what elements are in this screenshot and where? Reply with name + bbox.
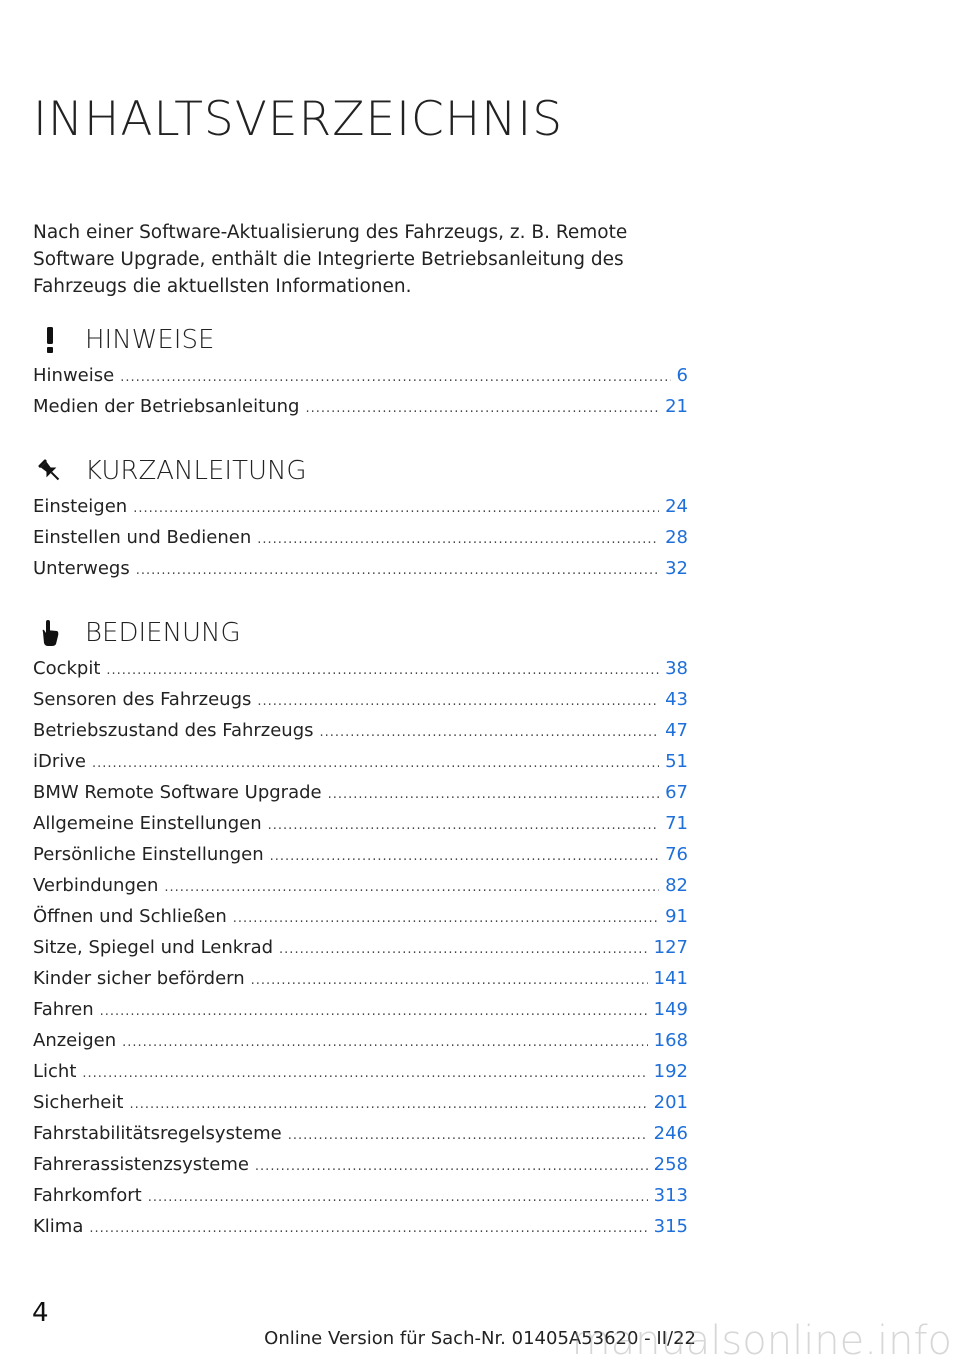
toc-entry[interactable] (33, 689, 688, 720)
leader-dots (270, 849, 659, 864)
toc-entry[interactable] (33, 1216, 688, 1247)
toc-entry-label: Sitze, Spiegel und Lenkrad (33, 937, 274, 958)
toc-page-link[interactable]: 51 (665, 751, 688, 772)
toc-entry[interactable] (33, 527, 688, 558)
toc-page-link[interactable]: 43 (665, 689, 688, 710)
toc-page-link[interactable]: 141 (653, 968, 688, 989)
toc-entry[interactable] (33, 813, 688, 844)
toc-page-link[interactable]: 149 (653, 999, 688, 1020)
toc-entry-label: Hinweise (33, 365, 115, 386)
page-number: 4 (32, 1298, 49, 1328)
section-header-hinweise (33, 320, 215, 360)
leader-dots (257, 694, 659, 709)
toc-page-link[interactable]: 258 (653, 1154, 688, 1175)
toc-entry[interactable] (33, 968, 688, 999)
toc-page-link[interactable]: 315 (653, 1216, 688, 1237)
toc-entry-label: Kinder sicher befördern (33, 968, 245, 989)
toc-entry[interactable] (33, 396, 688, 427)
toc-page-link[interactable]: 192 (653, 1061, 688, 1082)
leader-dots (320, 725, 660, 740)
toc-entry[interactable] (33, 658, 688, 689)
toc-entry-label: Licht (33, 1061, 77, 1082)
toc-page-link[interactable]: 38 (665, 658, 688, 679)
page-title: INHALTSVERZEICHNIS (33, 92, 564, 147)
exclamation-icon (33, 323, 67, 357)
toc-entry[interactable] (33, 751, 688, 782)
leader-dots (268, 818, 659, 833)
leader-dots (82, 1066, 647, 1081)
toc-entry-label: Öffnen und Schließen (33, 906, 227, 927)
section-title: BEDIENUNG (85, 618, 241, 648)
toc-entry-label: Verbindungen (33, 875, 159, 896)
toc-page-link[interactable]: 67 (665, 782, 688, 803)
toc-entry[interactable] (33, 1123, 688, 1154)
leader-dots (255, 1159, 648, 1174)
toc-page-link[interactable]: 6 (676, 365, 688, 386)
toc-entry-label: Unterwegs (33, 558, 130, 579)
leader-dots (106, 663, 659, 678)
pointing-hand-icon (33, 616, 67, 650)
toc-entry[interactable] (33, 720, 688, 751)
toc-page-link[interactable]: 71 (665, 813, 688, 834)
toc-entry-label: Anzeigen (33, 1030, 117, 1051)
toc-entry-label: Cockpit (33, 658, 101, 679)
toc-page-link[interactable]: 24 (665, 496, 688, 517)
leader-dots (288, 1128, 648, 1143)
toc-page-link[interactable]: 82 (665, 875, 688, 896)
toc-page-link[interactable]: 76 (665, 844, 688, 865)
toc-list-hinweise (33, 365, 688, 427)
leader-dots (100, 1004, 648, 1019)
toc-page-link[interactable]: 32 (665, 558, 688, 579)
toc-page-link[interactable]: 313 (653, 1185, 688, 1206)
leader-dots (328, 787, 659, 802)
toc-entry[interactable] (33, 1061, 688, 1092)
section-header-bedienung (33, 613, 241, 653)
pushpin-icon (33, 454, 67, 488)
toc-page-link[interactable]: 21 (665, 396, 688, 417)
leader-dots (305, 401, 659, 416)
toc-page-link[interactable]: 47 (665, 720, 688, 741)
toc-entry[interactable] (33, 999, 688, 1030)
toc-entry-label: Medien der Betriebsanleitung (33, 396, 300, 417)
toc-entry-label: Persönliche Einstellungen (33, 844, 264, 865)
leader-dots (251, 973, 648, 988)
toc-entry[interactable] (33, 558, 688, 589)
toc-entry-label: Klima (33, 1216, 84, 1237)
leader-dots (122, 1035, 647, 1050)
section-header-kurzanleitung (33, 451, 307, 491)
toc-entry[interactable] (33, 1154, 688, 1185)
toc-entry-label: Fahrstabilitätsregelsysteme (33, 1123, 282, 1144)
footer-version-text: Online Version für Sach-Nr. 01405A53620 - II/22 (264, 1328, 696, 1349)
toc-entry[interactable] (33, 365, 688, 396)
section-title: KURZANLEITUNG (85, 456, 307, 486)
toc-entry[interactable] (33, 496, 688, 527)
toc-entry[interactable] (33, 782, 688, 813)
toc-entry-label: BMW Remote Software Upgrade (33, 782, 322, 803)
toc-entry-label: Fahren (33, 999, 94, 1020)
toc-page-link[interactable]: 28 (665, 527, 688, 548)
leader-dots (257, 532, 659, 547)
toc-list-bedienung (33, 658, 688, 1247)
toc-entry[interactable] (33, 875, 688, 906)
toc-page-link[interactable]: 201 (653, 1092, 688, 1113)
toc-entry[interactable] (33, 844, 688, 875)
toc-entry-label: Allgemeine Einstellungen (33, 813, 262, 834)
toc-entry-label: Betriebszustand des Fahrzeugs (33, 720, 314, 741)
section-title: HINWEISE (85, 325, 215, 355)
toc-list-kurzanleitung (33, 496, 688, 589)
leader-dots (129, 1097, 647, 1112)
toc-entry-label: Fahrerassistenzsysteme (33, 1154, 249, 1175)
toc-entry-label: Sicherheit (33, 1092, 124, 1113)
toc-entry[interactable] (33, 937, 688, 968)
toc-page-link[interactable]: 127 (653, 937, 688, 958)
toc-entry[interactable] (33, 1185, 688, 1216)
toc-entry-label: Einstellen und Bedienen (33, 527, 252, 548)
leader-dots (89, 1221, 647, 1236)
toc-entry-label: Sensoren des Fahrzeugs (33, 689, 252, 710)
toc-page-link[interactable]: 168 (653, 1030, 688, 1051)
leader-dots (233, 911, 659, 926)
leader-dots (133, 501, 659, 516)
toc-page-link[interactable]: 246 (653, 1123, 688, 1144)
toc-entry-label: iDrive (33, 751, 86, 772)
toc-entry[interactable] (33, 1092, 688, 1123)
leader-dots (120, 370, 670, 385)
toc-entry-label: Fahrkomfort (33, 1185, 142, 1206)
toc-entry-label: Einsteigen (33, 496, 128, 517)
leader-dots (164, 880, 659, 895)
toc-entry[interactable] (33, 1030, 688, 1061)
leader-dots (279, 942, 648, 957)
toc-page-link[interactable]: 91 (665, 906, 688, 927)
toc-entry[interactable] (33, 906, 688, 937)
intro-text: Nach einer Software-Aktualisierung des Fahrzeugs, z. B. Remote Software Upgrade, enthält die Integrierte Betriebsanleitung des Fahrzeugs die aktuellsten Informationen. (33, 222, 628, 297)
watermark: manualsonline.info (571, 1318, 952, 1364)
leader-dots (92, 756, 659, 771)
leader-dots (148, 1190, 648, 1205)
leader-dots (136, 563, 659, 578)
